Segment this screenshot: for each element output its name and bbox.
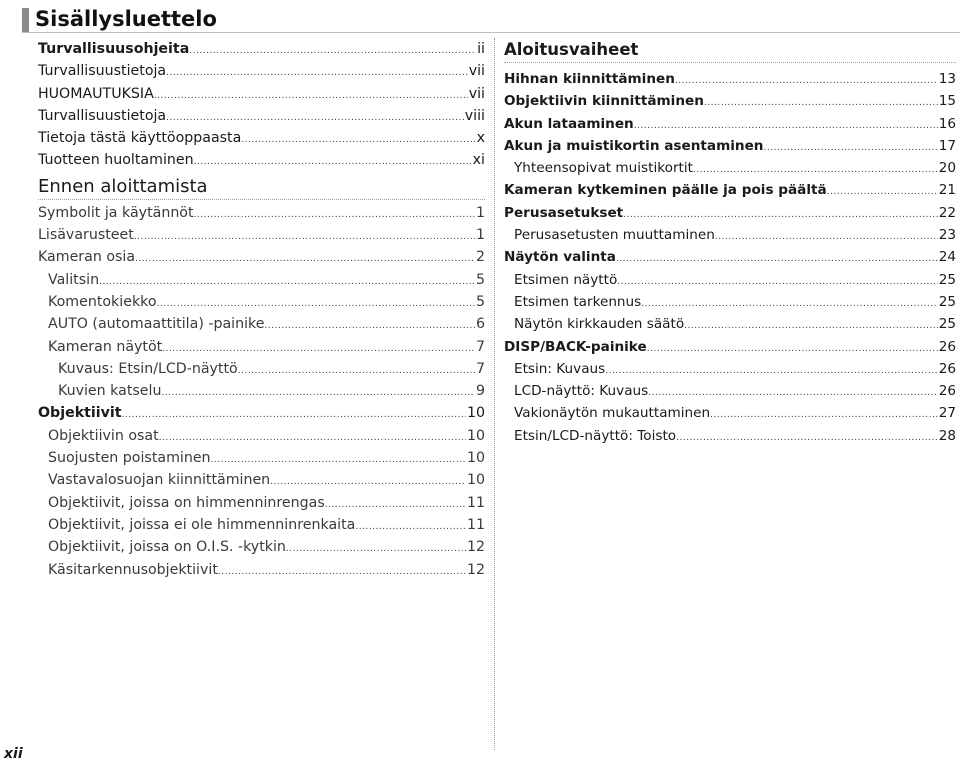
toc-entry-page: vii: [468, 63, 485, 80]
dot-leader: [693, 159, 938, 179]
toc-entry-label: Kameran näytöt: [48, 338, 163, 355]
toc-entry-label: LCD-näyttö: Kuvaus: [514, 383, 649, 400]
toc-entry-label: Kameran kytkeminen päälle ja pois päältä: [504, 182, 827, 199]
dot-leader: [161, 382, 475, 402]
toc-entry[interactable]: [38, 38, 485, 60]
toc-entry[interactable]: [504, 68, 956, 90]
dot-leader: [648, 382, 937, 402]
toc-entry-label: Turvallisuusohjeita: [38, 41, 190, 57]
toc-entry-page: 5: [475, 271, 485, 288]
toc-entry-label: Vastavalosuojan kiinnittäminen: [48, 472, 271, 489]
toc-entry-page: 15: [938, 93, 956, 110]
dot-leader: [189, 40, 476, 60]
toc-entry-label: HUOMAUTUKSIA: [38, 85, 154, 102]
toc-entry-label: Turvallisuustietoja: [38, 107, 167, 124]
section-heading-aloitusvaiheet: Aloitusvaiheet: [504, 38, 956, 63]
toc-entry-label: Etsin: Kuvaus: [514, 360, 606, 377]
page-title: Sisällysluettelo: [35, 7, 217, 31]
toc-entry-page: vii: [468, 85, 485, 102]
toc-entry-page: 10: [466, 405, 485, 422]
toc-entry[interactable]: [38, 402, 485, 424]
toc-entry[interactable]: [504, 246, 956, 268]
toc-entry-page: 22: [938, 204, 956, 221]
toc-entry[interactable]: [504, 157, 956, 179]
toc-entry-page: 12: [466, 539, 485, 556]
toc-entry-label: Kuvaus: Etsin/LCD-näyttö: [58, 360, 238, 377]
section-heading-ennen-aloittamista: Ennen aloittamista: [38, 175, 485, 200]
toc-entry-page: ii: [477, 41, 485, 57]
toc-entry-label: Objektiivin kiinnittäminen: [504, 93, 704, 110]
toc-left-column: [38, 38, 485, 581]
toc-entry[interactable]: [38, 149, 485, 171]
dot-leader: [122, 404, 466, 424]
toc-entry-page: 1: [475, 204, 485, 221]
toc-entry-label: Objektiivit, joissa on himmenninrengas: [48, 494, 325, 511]
dot-leader: [286, 538, 466, 558]
page-header: [22, 6, 960, 33]
toc-entry-label: Objektiivin osat: [48, 427, 159, 444]
dot-leader: [154, 85, 468, 105]
toc-entry-label: Näytön valinta: [504, 249, 616, 266]
toc-entry[interactable]: [504, 224, 956, 246]
toc-entry[interactable]: [38, 336, 485, 358]
toc-entry-label: Yhteensopivat muistikortit: [514, 160, 693, 177]
toc-entry[interactable]: [38, 60, 485, 82]
toc-entry[interactable]: [38, 380, 485, 402]
toc-entry[interactable]: [504, 113, 956, 135]
toc-entry-label: Akun lataaminen: [504, 115, 634, 132]
toc-entry[interactable]: [38, 224, 485, 246]
toc-entry-label: Turvallisuustietoja: [38, 63, 167, 80]
dot-leader: [211, 449, 466, 469]
toc-entry[interactable]: [38, 492, 485, 514]
toc-entry-page: 25: [938, 271, 956, 288]
toc-entry-label: Symbolit ja käytännöt: [38, 204, 194, 221]
toc-entry-page: 13: [938, 71, 956, 87]
toc-entry-label: Kameran osia: [38, 249, 136, 266]
toc-entry-label: Näytön kirkkauden säätö: [514, 316, 685, 333]
toc-entry[interactable]: [38, 313, 485, 335]
toc-entry-label: Kuvien katselu: [58, 383, 162, 400]
toc-entry-label: Etsimen näyttö: [514, 271, 618, 288]
toc-entry-page: 10: [466, 450, 485, 467]
dot-leader: [355, 516, 466, 536]
toc-entry-page: 24: [938, 249, 956, 266]
toc-entry-page: 16: [938, 115, 956, 132]
dot-leader: [684, 315, 938, 335]
toc-entry-label: AUTO (automaattitila) -painike: [48, 316, 265, 333]
toc-entry-label: Etsin/LCD-näyttö: Toisto: [514, 427, 677, 444]
toc-entry[interactable]: [38, 202, 485, 224]
dot-leader: [623, 204, 938, 224]
toc-entry[interactable]: [38, 105, 485, 127]
dot-leader: [325, 494, 466, 514]
dot-leader: [647, 338, 938, 358]
toc-entry-page: 10: [466, 427, 485, 444]
dot-leader: [218, 561, 466, 581]
toc-entry[interactable]: [504, 358, 956, 380]
toc-entry[interactable]: [504, 291, 956, 313]
dot-leader: [616, 248, 938, 268]
toc-entry[interactable]: [504, 425, 956, 447]
toc-entry-label: DISP/BACK-painike: [504, 338, 647, 355]
toc-entry-page: 25: [938, 316, 956, 333]
toc-entry[interactable]: [38, 269, 485, 291]
header-marker: [22, 8, 31, 32]
toc-entry-label: Akun ja muistikortin asentaminen: [504, 137, 764, 154]
dot-leader: [704, 92, 938, 112]
toc-entry-label: Objektiivit, joissa ei ole himmenninrenkaita: [48, 516, 356, 533]
dot-leader: [194, 151, 472, 171]
dot-leader: [641, 293, 937, 313]
dot-leader: [715, 226, 938, 246]
toc-entry-label: Komentokiekko: [48, 293, 157, 310]
toc-entry[interactable]: [38, 447, 485, 469]
toc-entry[interactable]: [504, 336, 956, 358]
toc-entry-page: xi: [472, 152, 485, 169]
toc-entry-label: Perusasetukset: [504, 204, 624, 221]
dot-leader: [710, 404, 938, 424]
dot-leader: [241, 129, 475, 149]
toc-entry[interactable]: [38, 127, 485, 149]
toc-entry[interactable]: [504, 380, 956, 402]
toc-entry-page: 23: [938, 227, 956, 244]
toc-entry-page: 17: [938, 137, 956, 154]
toc-entry[interactable]: [38, 83, 485, 105]
toc-entry-label: Tuotteen huoltaminen: [38, 152, 194, 169]
toc-entry[interactable]: [38, 514, 485, 536]
toc-entry-page: 2: [475, 249, 485, 266]
toc-entry-label: Valitsin: [48, 271, 100, 288]
dot-leader: [157, 293, 475, 313]
dot-leader: [159, 427, 466, 447]
toc-entry[interactable]: [504, 90, 956, 112]
toc-section-list: [504, 68, 956, 447]
toc-entry-page: 27: [938, 405, 956, 422]
dot-leader: [194, 204, 475, 224]
toc-entry-label: Vakionäytön mukauttaminen: [514, 405, 711, 422]
toc-entry-page: 26: [938, 360, 956, 377]
dot-leader: [270, 471, 466, 491]
toc-entry-label: Tietoja tästä käyttöoppaasta: [38, 130, 242, 147]
dot-leader: [162, 338, 475, 358]
toc-entry[interactable]: [504, 402, 956, 424]
toc-entry-label: Objektiivit: [38, 405, 122, 422]
toc-right-column: [504, 38, 956, 447]
dot-leader: [238, 360, 475, 380]
toc-entry-label: Lisävarusteet: [38, 227, 134, 244]
toc-intro-list: [38, 38, 485, 172]
toc-entry[interactable]: [38, 559, 485, 581]
dot-leader: [99, 271, 475, 291]
toc-entry-page: 11: [466, 494, 485, 511]
toc-entry[interactable]: [504, 135, 956, 157]
toc-entry-label: Hihnan kiinnittäminen: [504, 71, 675, 87]
toc-entry-page: 1: [475, 227, 485, 244]
toc-entry-label: Käsitarkennusobjektiivit: [48, 561, 218, 578]
dot-leader: [675, 70, 938, 90]
toc-entry[interactable]: [504, 313, 956, 335]
toc-entry[interactable]: [38, 291, 485, 313]
dot-leader: [135, 248, 475, 268]
dot-leader: [617, 271, 937, 291]
toc-entry[interactable]: [38, 469, 485, 491]
toc-entry-page: 28: [938, 427, 956, 444]
toc-entry[interactable]: [38, 246, 485, 268]
toc-entry-page: 26: [938, 338, 956, 355]
column-divider: [494, 38, 495, 750]
toc-entry-page: 25: [938, 293, 956, 310]
toc-entry-page: 6: [475, 316, 485, 333]
toc-entry-label: Perusasetusten muuttaminen: [514, 227, 715, 244]
dot-leader: [166, 107, 464, 127]
toc-entry-page: viii: [464, 107, 485, 124]
toc-entry-page: x: [476, 130, 485, 147]
toc-entry-page: 20: [938, 160, 956, 177]
toc-entry-page: 9: [475, 383, 485, 400]
toc-entry[interactable]: [504, 269, 956, 291]
toc-entry-page: 26: [938, 383, 956, 400]
dot-leader: [676, 427, 938, 447]
toc-entry[interactable]: [504, 179, 956, 201]
toc-entry[interactable]: [38, 425, 485, 447]
toc-entry-label: Objektiivit, joissa on O.I.S. -kytkin: [48, 539, 286, 556]
dot-leader: [634, 115, 938, 135]
page-number: xii: [4, 746, 23, 762]
dot-leader: [134, 226, 475, 246]
toc-entry-page: 21: [938, 182, 956, 199]
toc-section-list: [38, 202, 485, 581]
toc-entry-page: 12: [466, 561, 485, 578]
dot-leader: [827, 181, 938, 201]
dot-leader: [166, 62, 468, 82]
toc-entry-label: Suojusten poistaminen: [48, 450, 211, 467]
toc-entry-label: Etsimen tarkennus: [514, 293, 642, 310]
dot-leader: [265, 315, 475, 335]
toc-entry[interactable]: [38, 358, 485, 380]
dot-leader: [763, 137, 937, 157]
toc-entry-page: 11: [466, 516, 485, 533]
toc-entry-page: 5: [475, 293, 485, 310]
dot-leader: [605, 360, 937, 380]
toc-entry-page: 7: [475, 360, 485, 377]
toc-entry-page: 10: [466, 472, 485, 489]
toc-entry-page: 7: [475, 338, 485, 355]
toc-entry[interactable]: [38, 536, 485, 558]
toc-entry[interactable]: [504, 202, 956, 224]
